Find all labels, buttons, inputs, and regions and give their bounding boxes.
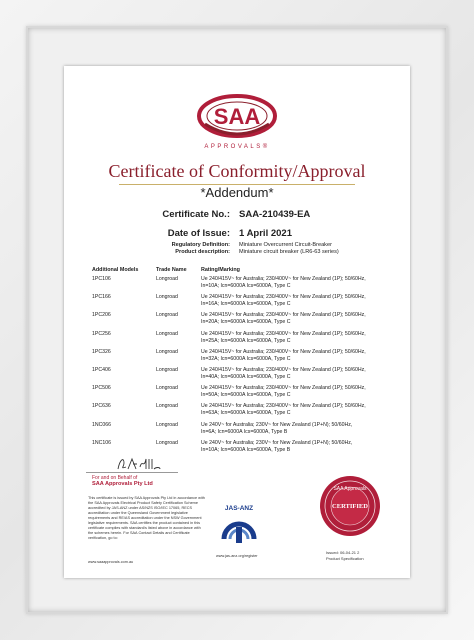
product-description-label: Product description: <box>175 249 230 255</box>
rating-cell: Ue 240/415V~ for Australia; 230/400V~ for New Zealand (1P); 50/60Hz, In=40A; Icn=6000A Ics=6000A, Type C <box>201 367 366 380</box>
trade-name-cell: Longroad <box>156 276 178 282</box>
table-row <box>64 385 410 405</box>
jas-anz-logo-icon <box>216 513 262 549</box>
page-subtitle: *Addendum* <box>200 185 274 200</box>
certificate-number: SAA-210439-EA <box>239 209 311 220</box>
table-row <box>64 312 410 332</box>
certificate-paper <box>64 66 410 578</box>
rating-cell: Ue 240/415V~ for Australia; 230/400V~ for New Zealand (1P); 50/60Hz, In=10A; Icn=6000A Ics=6000A, Type C <box>201 276 366 289</box>
model-cell: 1PC636 <box>92 403 111 410</box>
model-cell: 1PC326 <box>92 348 111 355</box>
model-cell: 1NC066 <box>92 421 112 428</box>
model-cell: 1PC406 <box>92 367 111 373</box>
model-cell: 1PC206 <box>92 312 111 319</box>
model-cell: 1PC256 <box>92 330 111 337</box>
svg-text:CERTIFIED: CERTIFIED <box>332 503 368 510</box>
trade-name-cell: Longroad <box>156 330 178 337</box>
column-header-rating: Rating/Marking <box>201 267 240 273</box>
disclaimer-text: This certificate is issued by SAA Approvals Pty Ltd in accordance with the SAA Approvals Electrical Product Safety Certification Scheme accredited by JAS-ANZ under AS/NZS ISO/IEC 17065, RECS accreditation under the Queensland Government legislative requirements and RE/AS accreditation under the NSW Government legislative requirements. SAA certifies the product contained in this certificate complies with standard/s listed above in accordance with the schemes herein. For SAA Contact Details and Certificate verification, go to: <box>88 496 205 540</box>
trade-name-cell: Longroad <box>156 294 178 301</box>
saa-logo-icon <box>197 90 277 140</box>
column-header-trade-name: Trade Name <box>156 267 187 273</box>
table-row <box>64 276 410 296</box>
date-of-issue-label: Date of Issue: <box>167 228 230 239</box>
date-of-issue: 1 April 2021 <box>239 228 292 239</box>
table-row <box>64 422 410 442</box>
column-header-models: Additional Models <box>92 267 139 273</box>
approvals-wordmark: APPROVALS® <box>204 144 270 150</box>
product-description: Miniature circuit breaker (LR6-63 series) <box>239 249 339 255</box>
rating-cell: Ue 240/415V~ for Australia; 230/400V~ for New Zealand (1P); 50/60Hz, In=50A; Icn=6000A Ics=6000A, Type C <box>201 385 366 399</box>
model-cell: 1PC506 <box>92 385 111 392</box>
regulatory-definition: Miniature Overcurrent Circuit-Breaker <box>239 242 332 248</box>
trade-name-cell: Longroad <box>156 439 178 446</box>
table-row <box>64 403 410 423</box>
rating-cell: Ue 240/415V~ for Australia; 230/400V~ for New Zealand (1P); 50/60Hz, In=32A; Icn=6000A Ics=6000A, Type C <box>201 348 366 362</box>
jas-anz-wordmark: JAS-ANZ <box>224 505 254 512</box>
signature-image <box>116 455 162 473</box>
rating-cell: Ue 240V~ for Australia; 230V~ for New Zealand (1P+N); 50/60Hz, In=6A; Icn=6000A Ics=6000A, Type B <box>201 421 353 435</box>
trade-name-cell: Longroad <box>156 367 178 373</box>
jas-anz-register-link[interactable]: www.jas-anz.org/register <box>216 554 258 558</box>
page-title: Certificate of Conformity/Approval <box>108 161 366 181</box>
model-cell: 1PC166 <box>92 294 111 301</box>
trade-name-cell: Longroad <box>156 385 178 392</box>
svg-text:SAA: SAA <box>213 104 261 129</box>
product-specification: Product Specification <box>326 556 364 561</box>
rating-cell: Ue 240V~ for Australia; 230V~ for New Zealand (1P+N); 50/60Hz, In=10A; Icn=6000A Ics=6000A, Type B <box>201 439 353 453</box>
table-row <box>64 367 410 387</box>
issued-date: Issued: 06-04-21 2 <box>326 550 360 555</box>
trade-name-cell: Longroad <box>156 312 178 319</box>
rating-cell: Ue 240/415V~ for Australia; 230/400V~ for New Zealand (1P); 50/60Hz, In=20A; Icn=6000A Ics=6000A, Type C <box>201 312 366 326</box>
trade-name-cell: Longroad <box>156 421 178 428</box>
table-row <box>64 349 410 369</box>
model-cell: 1NC106 <box>92 439 112 446</box>
rating-cell: Ue 240/415V~ for Australia; 230/400V~ for New Zealand (1P); 50/60Hz, In=16A; Icn=6000A Ics=6000A, Type C <box>201 294 366 308</box>
certified-seal-icon <box>318 474 382 538</box>
signature-line <box>86 472 178 473</box>
rating-cell: Ue 240/415V~ for Australia; 230/400V~ for New Zealand (1P); 50/60Hz, In=25A; Icn=6000A Ics=6000A, Type C <box>201 330 366 344</box>
table-row <box>64 294 410 314</box>
on-behalf-of: For and on Behalf of <box>92 475 138 481</box>
rating-cell: Ue 240/415V~ for Australia; 230/400V~ for New Zealand (1P); 50/60Hz, In=63A; Icn=6000A Ics=6000A, Type C <box>201 403 366 417</box>
table-row <box>64 331 410 351</box>
regulatory-definition-label: Regulatory Definition: <box>171 242 230 248</box>
issuer-name: SAA Approvals Pty Ltd <box>92 481 153 487</box>
trade-name-cell: Longroad <box>156 403 178 410</box>
svg-text:SAA Approvals: SAA Approvals <box>333 486 367 492</box>
model-cell: 1PC106 <box>92 276 111 282</box>
saa-website-link[interactable]: www.saaapprovals.com.au <box>88 560 134 564</box>
certificate-number-label: Certificate No.: <box>162 209 230 220</box>
trade-name-cell: Longroad <box>156 348 178 355</box>
